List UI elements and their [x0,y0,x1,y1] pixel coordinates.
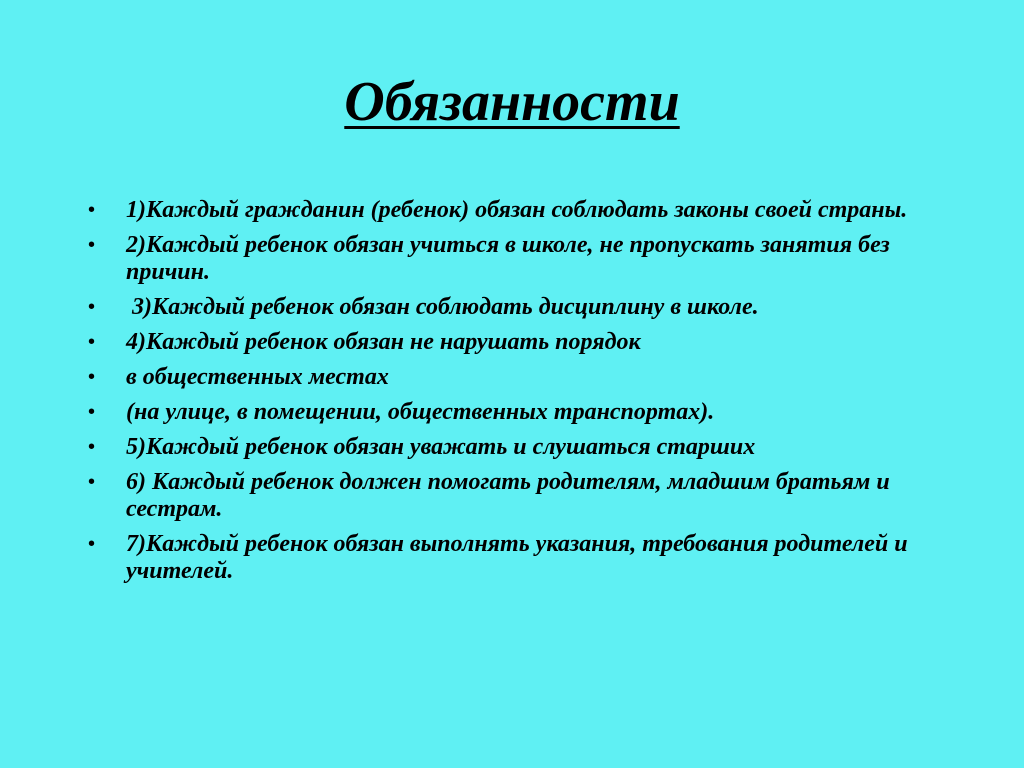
slide-title [0,68,1024,136]
bullet-text: (на улице, в помещении, общественных транспортах). [126,399,715,425]
bullet-text: 5)Каждый ребенок обязан уважать и слушаться старших [126,434,756,460]
bullet-list [88,197,928,593]
bullet-text: 6) Каждый ребенок должен помогать родителям, младшим братьям и сестрам. [126,469,896,522]
bullet-item-2 [88,232,928,286]
bullet-text: в общественных местах [126,364,389,390]
bullet-marker: • [88,401,96,423]
bullet-text: 7)Каждый ребенок обязан выполнять указания, требования родителей и учителей. [126,531,914,584]
bullet-marker: • [88,331,96,353]
bullet-item-5 [88,364,928,391]
bullet-item-3 [88,294,928,321]
slide-title-text: Обязанности [344,71,680,133]
bullet-marker: • [88,234,96,256]
bullet-text: 3)Каждый ребенок обязан соблюдать дисциплину в школе. [126,294,759,320]
bullet-text: 1)Каждый гражданин (ребенок) обязан соблюдать законы своей страны. [126,197,908,223]
bullet-marker: • [88,533,96,555]
bullet-marker: • [88,296,96,318]
bullet-text: 4)Каждый ребенок обязан не нарушать порядок [126,329,641,355]
bullet-marker: • [88,199,96,221]
bullet-item-9 [88,531,928,585]
bullet-text: 2)Каждый ребенок обязан учиться в школе, не пропускать занятия без причин. [126,232,896,285]
bullet-item-6 [88,399,928,426]
bullet-item-7 [88,434,928,461]
bullet-item-4 [88,329,928,356]
bullet-item-1 [88,197,928,224]
bullet-item-8 [88,469,928,523]
bullet-marker: • [88,366,96,388]
bullet-marker: • [88,436,96,458]
bullet-marker: • [88,471,96,493]
